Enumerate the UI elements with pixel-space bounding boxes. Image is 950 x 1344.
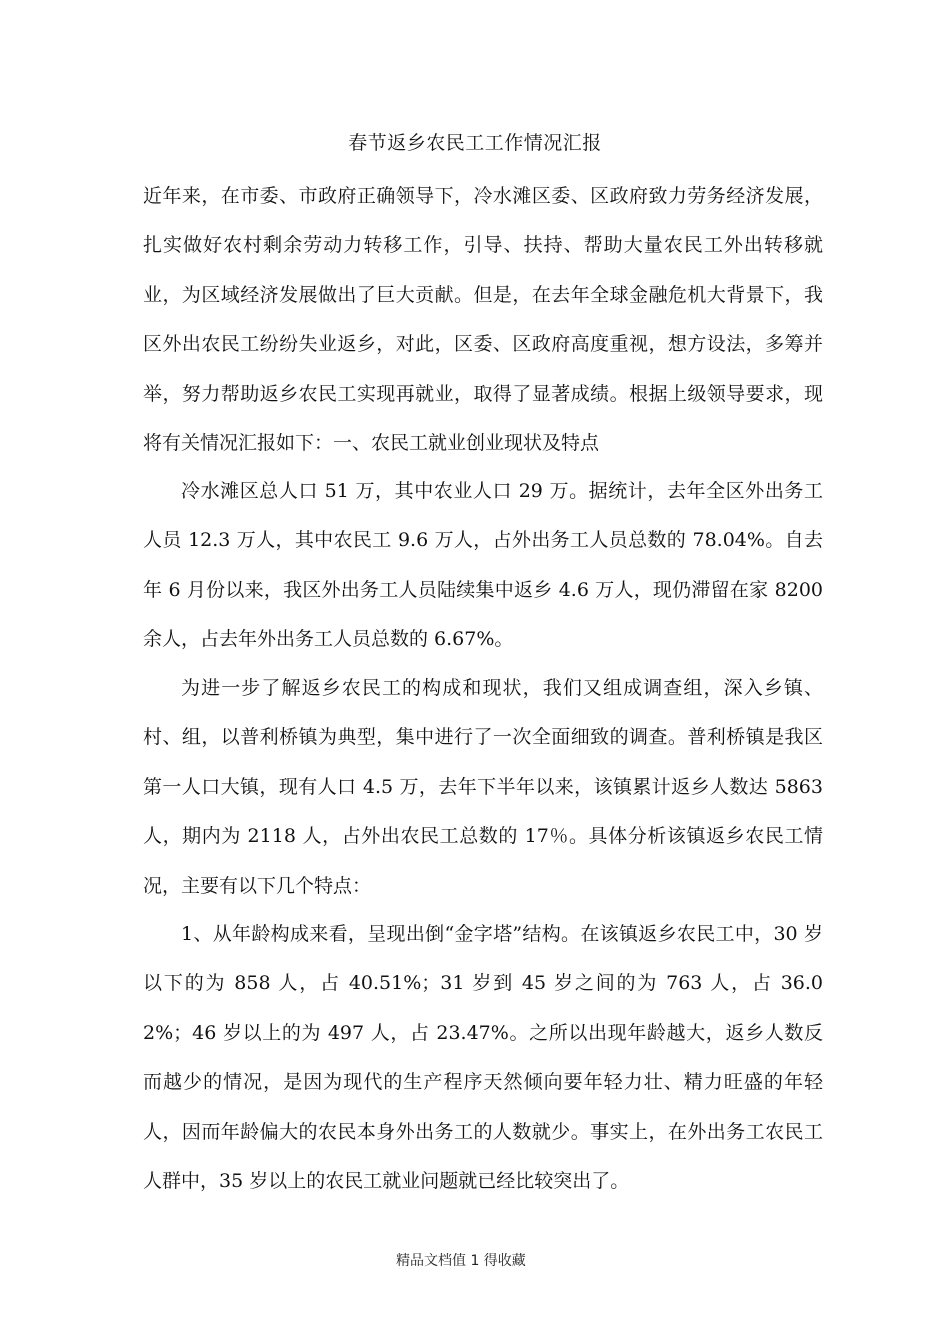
paragraph-age-structure: 1、从年龄构成来看，呈现出倒“金字塔”结构。在该镇返乡农民工中，30 岁以下的为 858 人，占 40.51%；31 岁到 45 岁之间的为 763 人，占 36.02%；46 岁以上的为 497 人，占 23.47%。之所以出现年龄越大，返乡人数反而越少的情况，是因为现代的生产程序天然倾向要年轻力壮、精力旺盛的年轻人，因而年龄偏大的农民本身外出务工的人数就少。事实上，在外出务工农民工人群中，35 岁以上的农民工就业问题就已经比较突出了。 — [143, 923, 823, 1193]
document-title: 春节返乡农民工工作情况汇报 — [348, 132, 602, 154]
paragraph-survey: 为进一步了解返乡农民工的构成和现状，我们又组成调查组，深入乡镇、村、组，以普利桥镇为典型，集中进行了一次全面细致的调查。普利桥镇是我区第一人口大镇，现有人口 4.5 万，去年下半年以来，该镇累计返乡人数达 5863 人，期内为 2118 人，占外出农民工总数的 17％。具体分析该镇返乡农民工情况，主要有以下几个特点： — [143, 677, 823, 897]
paragraph-intro: 近年来，在市委、市政府正确领导下，冷水滩区委、区政府致力劳务经济发展，扎实做好农村剩余劳动力转移工作，引导、扶持、帮助大量农民工外出转移就业，为区域经济发展做出了巨大贡献。但是，在去年全球金融危机大背景下，我区外出农民工纷纷失业返乡，对此，区委、区政府高度重视，想方设法，多筹并举，努力帮助返乡农民工实现再就业，取得了显著成绩。根据上级领导要求，现将有关情况汇报如下：一、农民工就业创业现状及特点 — [143, 185, 823, 455]
page-footer: 精品文档值 1 得收藏 — [396, 1253, 526, 1269]
paragraph-population: 冷水滩区总人口 51 万，其中农业人口 29 万。据统计，去年全区外出务工人员 12.3 万人，其中农民工 9.6 万人，占外出务工人员总数的 78.04%。自去年 6 月份以来，我区外出务工人员陆续集中返乡 4.6 万人，现仍滞留在家 8200 余人，占去年外出务工人员总数的 6.67%。 — [143, 480, 823, 651]
